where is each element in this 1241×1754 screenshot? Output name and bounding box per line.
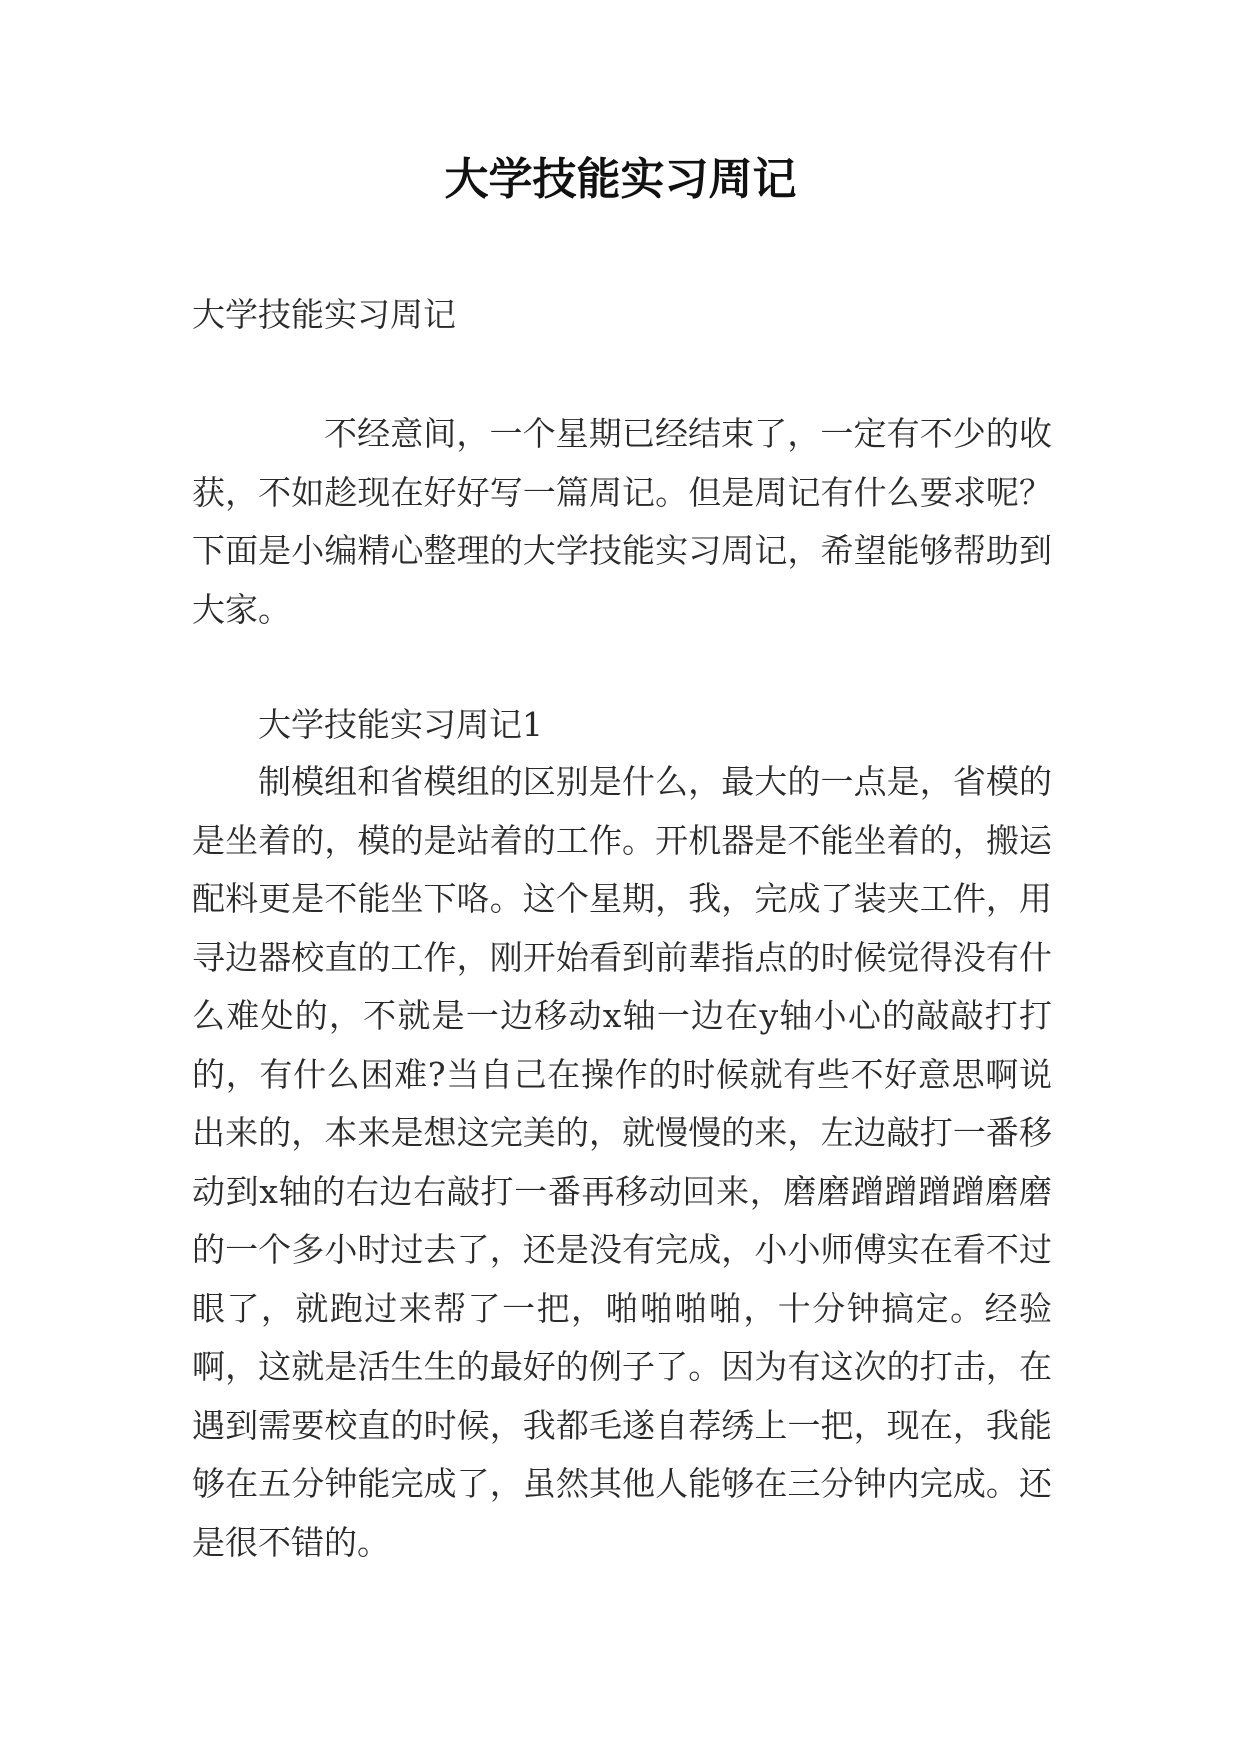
section-heading: 大学技能实习周记1 (258, 705, 543, 744)
body-paragraph: 制模组和省模组的区别是什么，最大的一点是，省模的是坐着的，模的是站着的工作。开机器是不能坐着的，搬运配料更是不能坐下咯。这个星期，我，完成了装夹工件，用寻边器校直的工作，刚开始看到前辈指点的时候觉得没有什么难处的，不就是一边移动x轴一边在y轴小心的敲敲打打的，有什么困难?当自己在操作的时候就有些不好意思啊说出来的，本来是想这完美的，就慢慢的来，左边敲打一番移动到x轴的右边右敲打一番再移动回来，磨磨蹭蹭蹭蹭磨磨的一个多小时过去了，还是没有完成，小小师傅实在看不过眼了，就跑过来帮了一把，啪啪啪啪，十分钟搞定。经验啊，这就是活生生的最好的例子了。因为有这次的打击，在遇到需要校直的时候，我都毛遂自荐绣上一把，现在，我能够在五分钟能完成了，虽然其他人能够在三分钟内完成。还是很不错的。 (192, 762, 1052, 1562)
document-subtitle: 大学技能实习周记 (192, 295, 456, 334)
intro-paragraph: 不经意间，一个星期已经结束了，一定有不少的收获，不如趁现在好好写一篇周记。但是周记有什么要求呢？下面是小编精心整理的大学技能实习周记，希望能够帮助到大家。 (192, 414, 1052, 629)
document-title: 大学技能实习周记 (444, 154, 797, 205)
